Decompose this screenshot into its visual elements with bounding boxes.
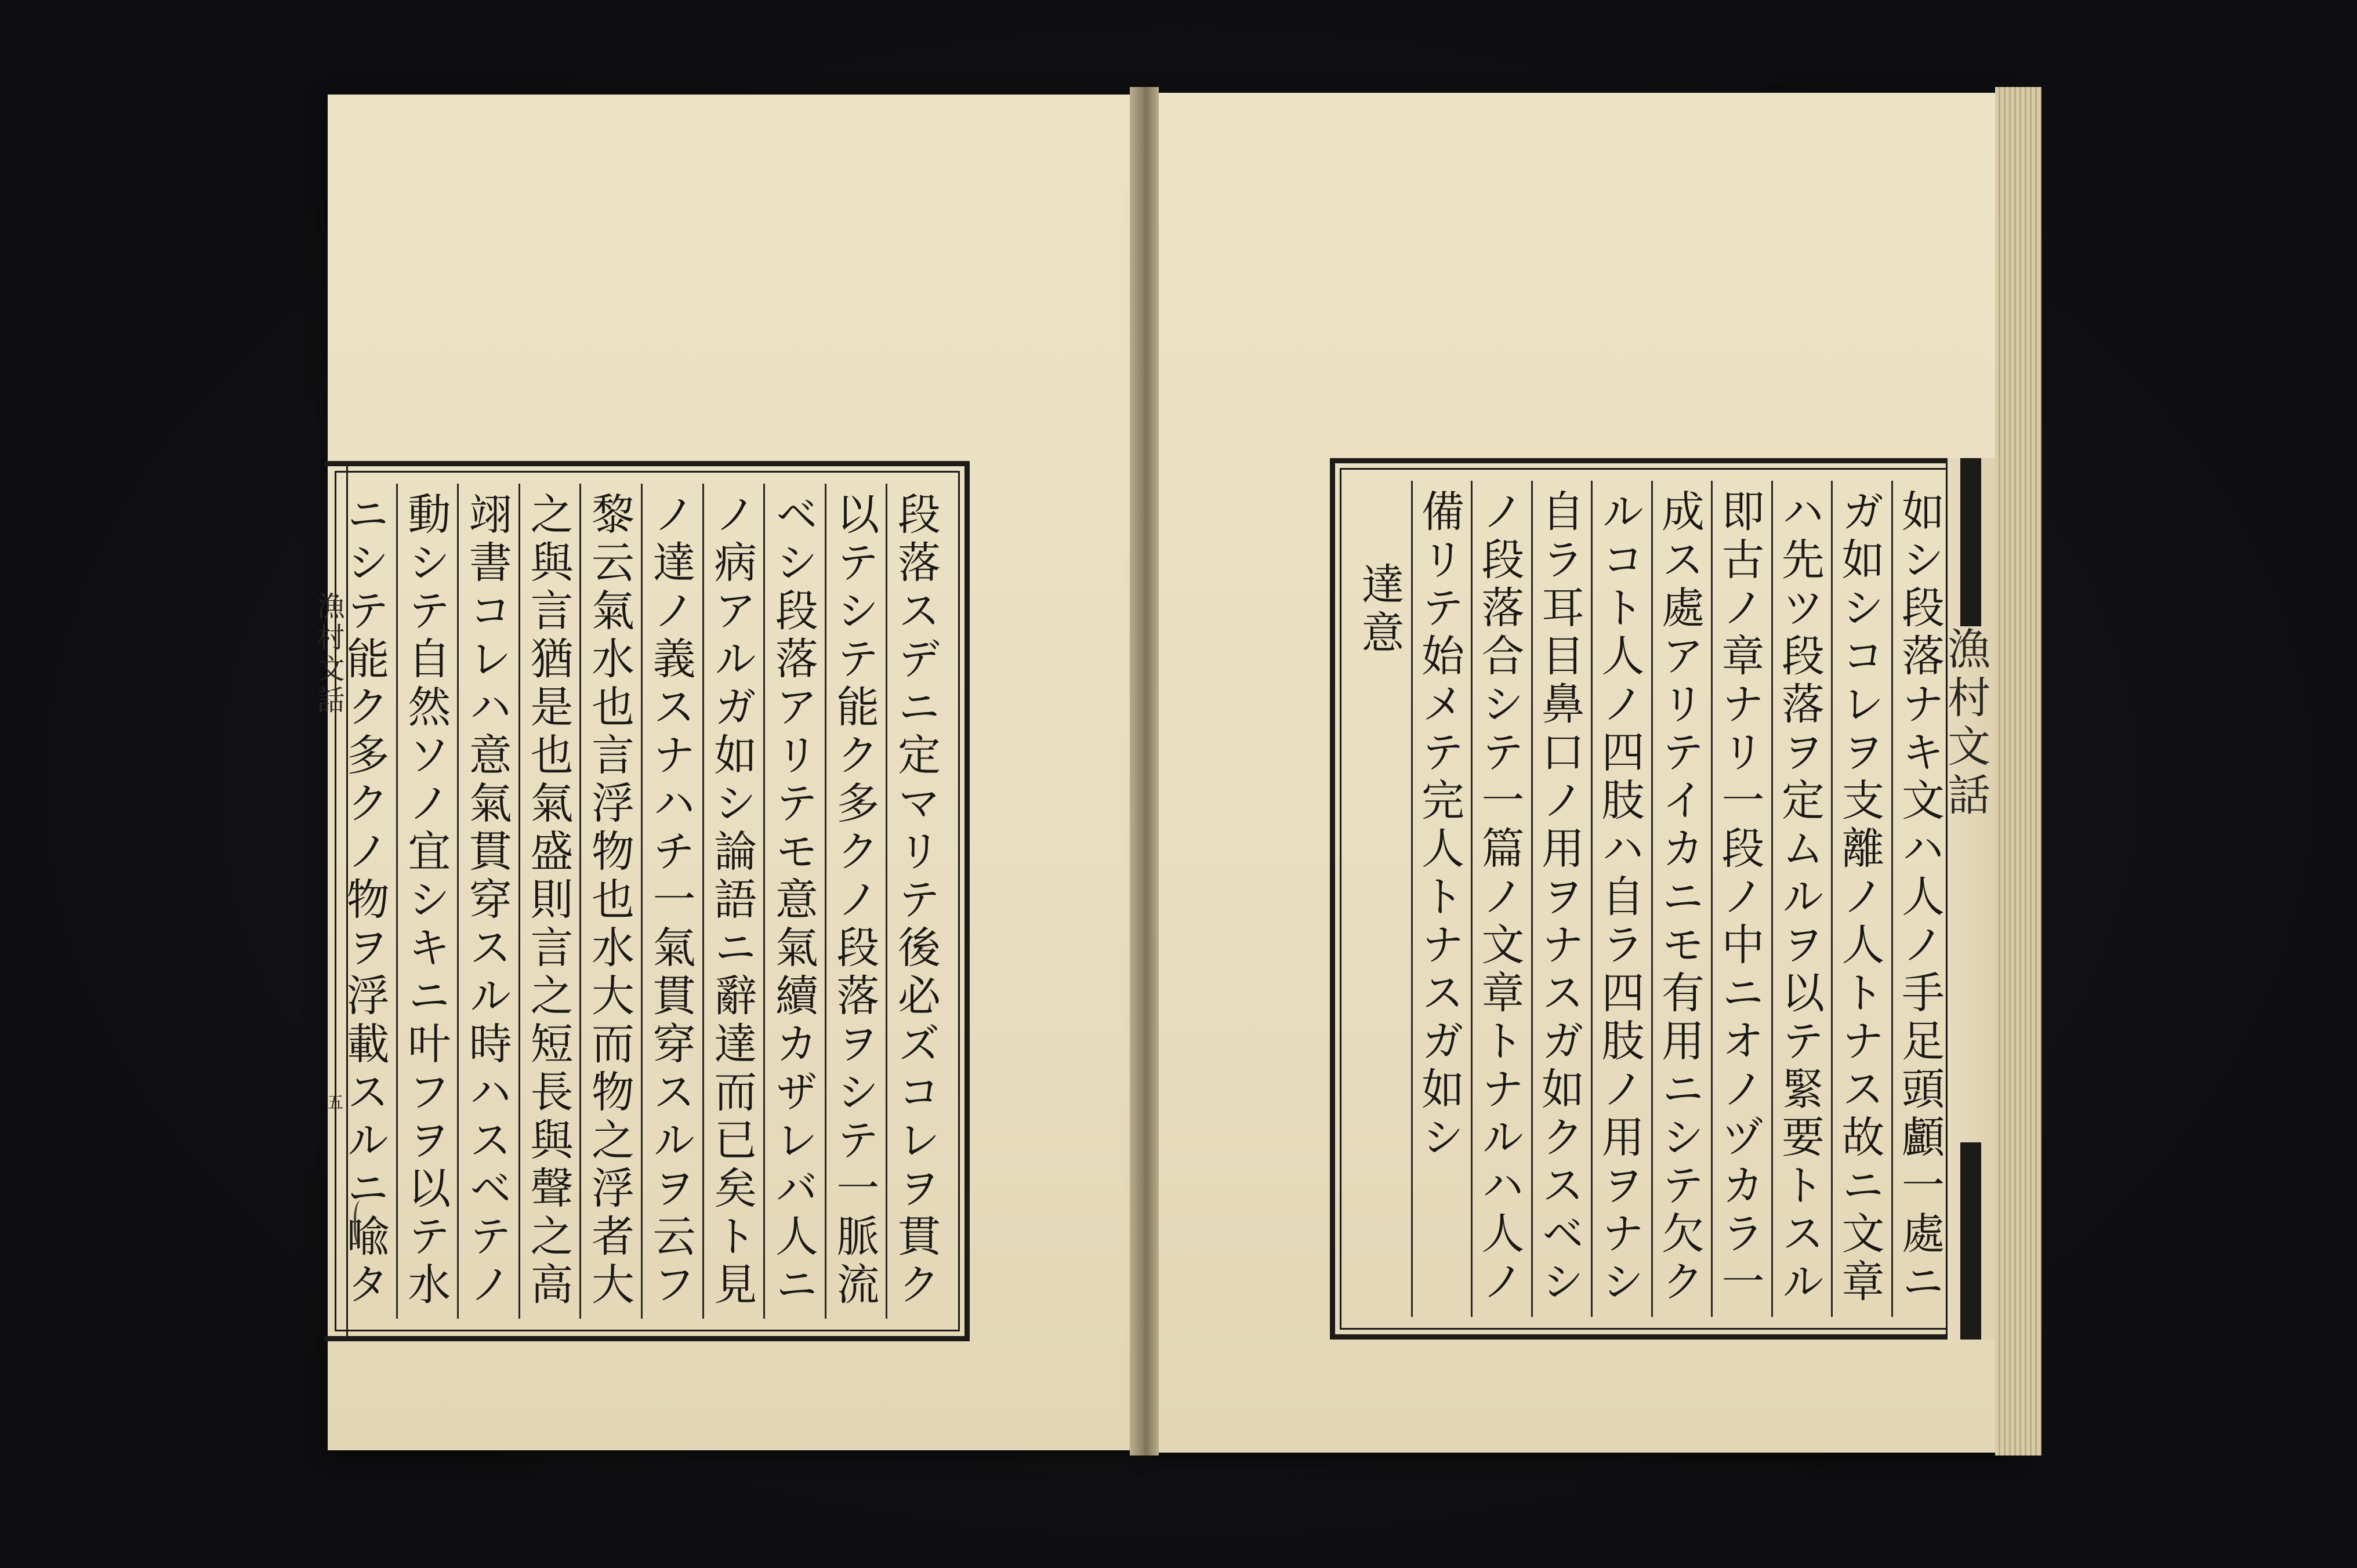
- book-gutter: [1130, 87, 1159, 1456]
- left-column-3: ベシ段落アリテモ意氣續カザレバ人ニ: [763, 484, 825, 1319]
- left-column-8: 翊書コレハ意氣貫穿スル時ハスベテノ: [457, 484, 518, 1319]
- ink-mark: [354, 1200, 371, 1247]
- right-columns: [1352, 481, 1951, 1317]
- left-page-number: 五: [325, 1094, 344, 1110]
- right-text-frame: [1330, 458, 1974, 1340]
- fold-bar-top: [1960, 458, 1981, 626]
- running-title: 漁村文話: [1941, 626, 1990, 821]
- right-column-3: ハ先ツ段落ヲ定ムルヲ以テ緊要トスル: [1771, 481, 1832, 1317]
- left-column-6: 黎云氣水也言浮物也水大而物之浮者大: [579, 484, 641, 1319]
- right-column-6: ルコト人ノ四肢ハ自ラ四肢ノ用ヲナシ: [1591, 481, 1651, 1317]
- left-column-1: 段落スデニ定マリテ後必ズコレヲ貫ク: [886, 484, 947, 1319]
- right-column-7: 自ラ耳目鼻口ノ用ヲナスガ如クスベシ: [1531, 481, 1591, 1317]
- right-column-2: ガ如シコレヲ支離ノ人トナス故ニ文章: [1831, 481, 1891, 1317]
- left-text-frame: [312, 461, 970, 1341]
- left-column-7: 之與言猶是也氣盛則言之短長與聲之高: [518, 484, 580, 1319]
- fold-bar-bottom: [1960, 1142, 1981, 1340]
- right-column-8: ノ段落合シテ一篇ノ文章トナルハ人ノ: [1471, 481, 1531, 1317]
- right-column-1: 如シ段落ナキ文ハ人ノ手足頭顱一處ニ: [1891, 481, 1952, 1317]
- page-edges: [1995, 87, 2041, 1456]
- section-heading: 達意: [1354, 562, 1405, 658]
- right-column-9: 備リテ始メテ完人トナスガ如シ: [1411, 481, 1471, 1317]
- left-column-2: 以テシテ能ク多クノ段落ヲシテ一脈流: [825, 484, 886, 1319]
- left-columns: [336, 484, 947, 1319]
- right-column-5: 成ス處アリテイカニモ有用ニシテ欠ク: [1651, 481, 1711, 1317]
- left-column-4: ノ病アルガ如シ論語ニ辭達而已矣ト見: [702, 484, 764, 1319]
- left-column-10: ニシテ能ク多クノ物ヲ浮載スルニ喩タ: [339, 492, 390, 1310]
- left-column-5: ノ達ノ義スナハチ一氣貫穿スルヲ云フ: [641, 484, 702, 1319]
- left-column-9: 動シテ自然ソノ宜シキニ叶フヲ以テ水: [396, 484, 458, 1319]
- right-fold-tab: [1941, 458, 1995, 1340]
- right-column-4: 即古ノ章ナリ一段ノ中ニオノヅカラ一: [1711, 481, 1771, 1317]
- left-gutter-title: 漁村文話: [312, 591, 345, 717]
